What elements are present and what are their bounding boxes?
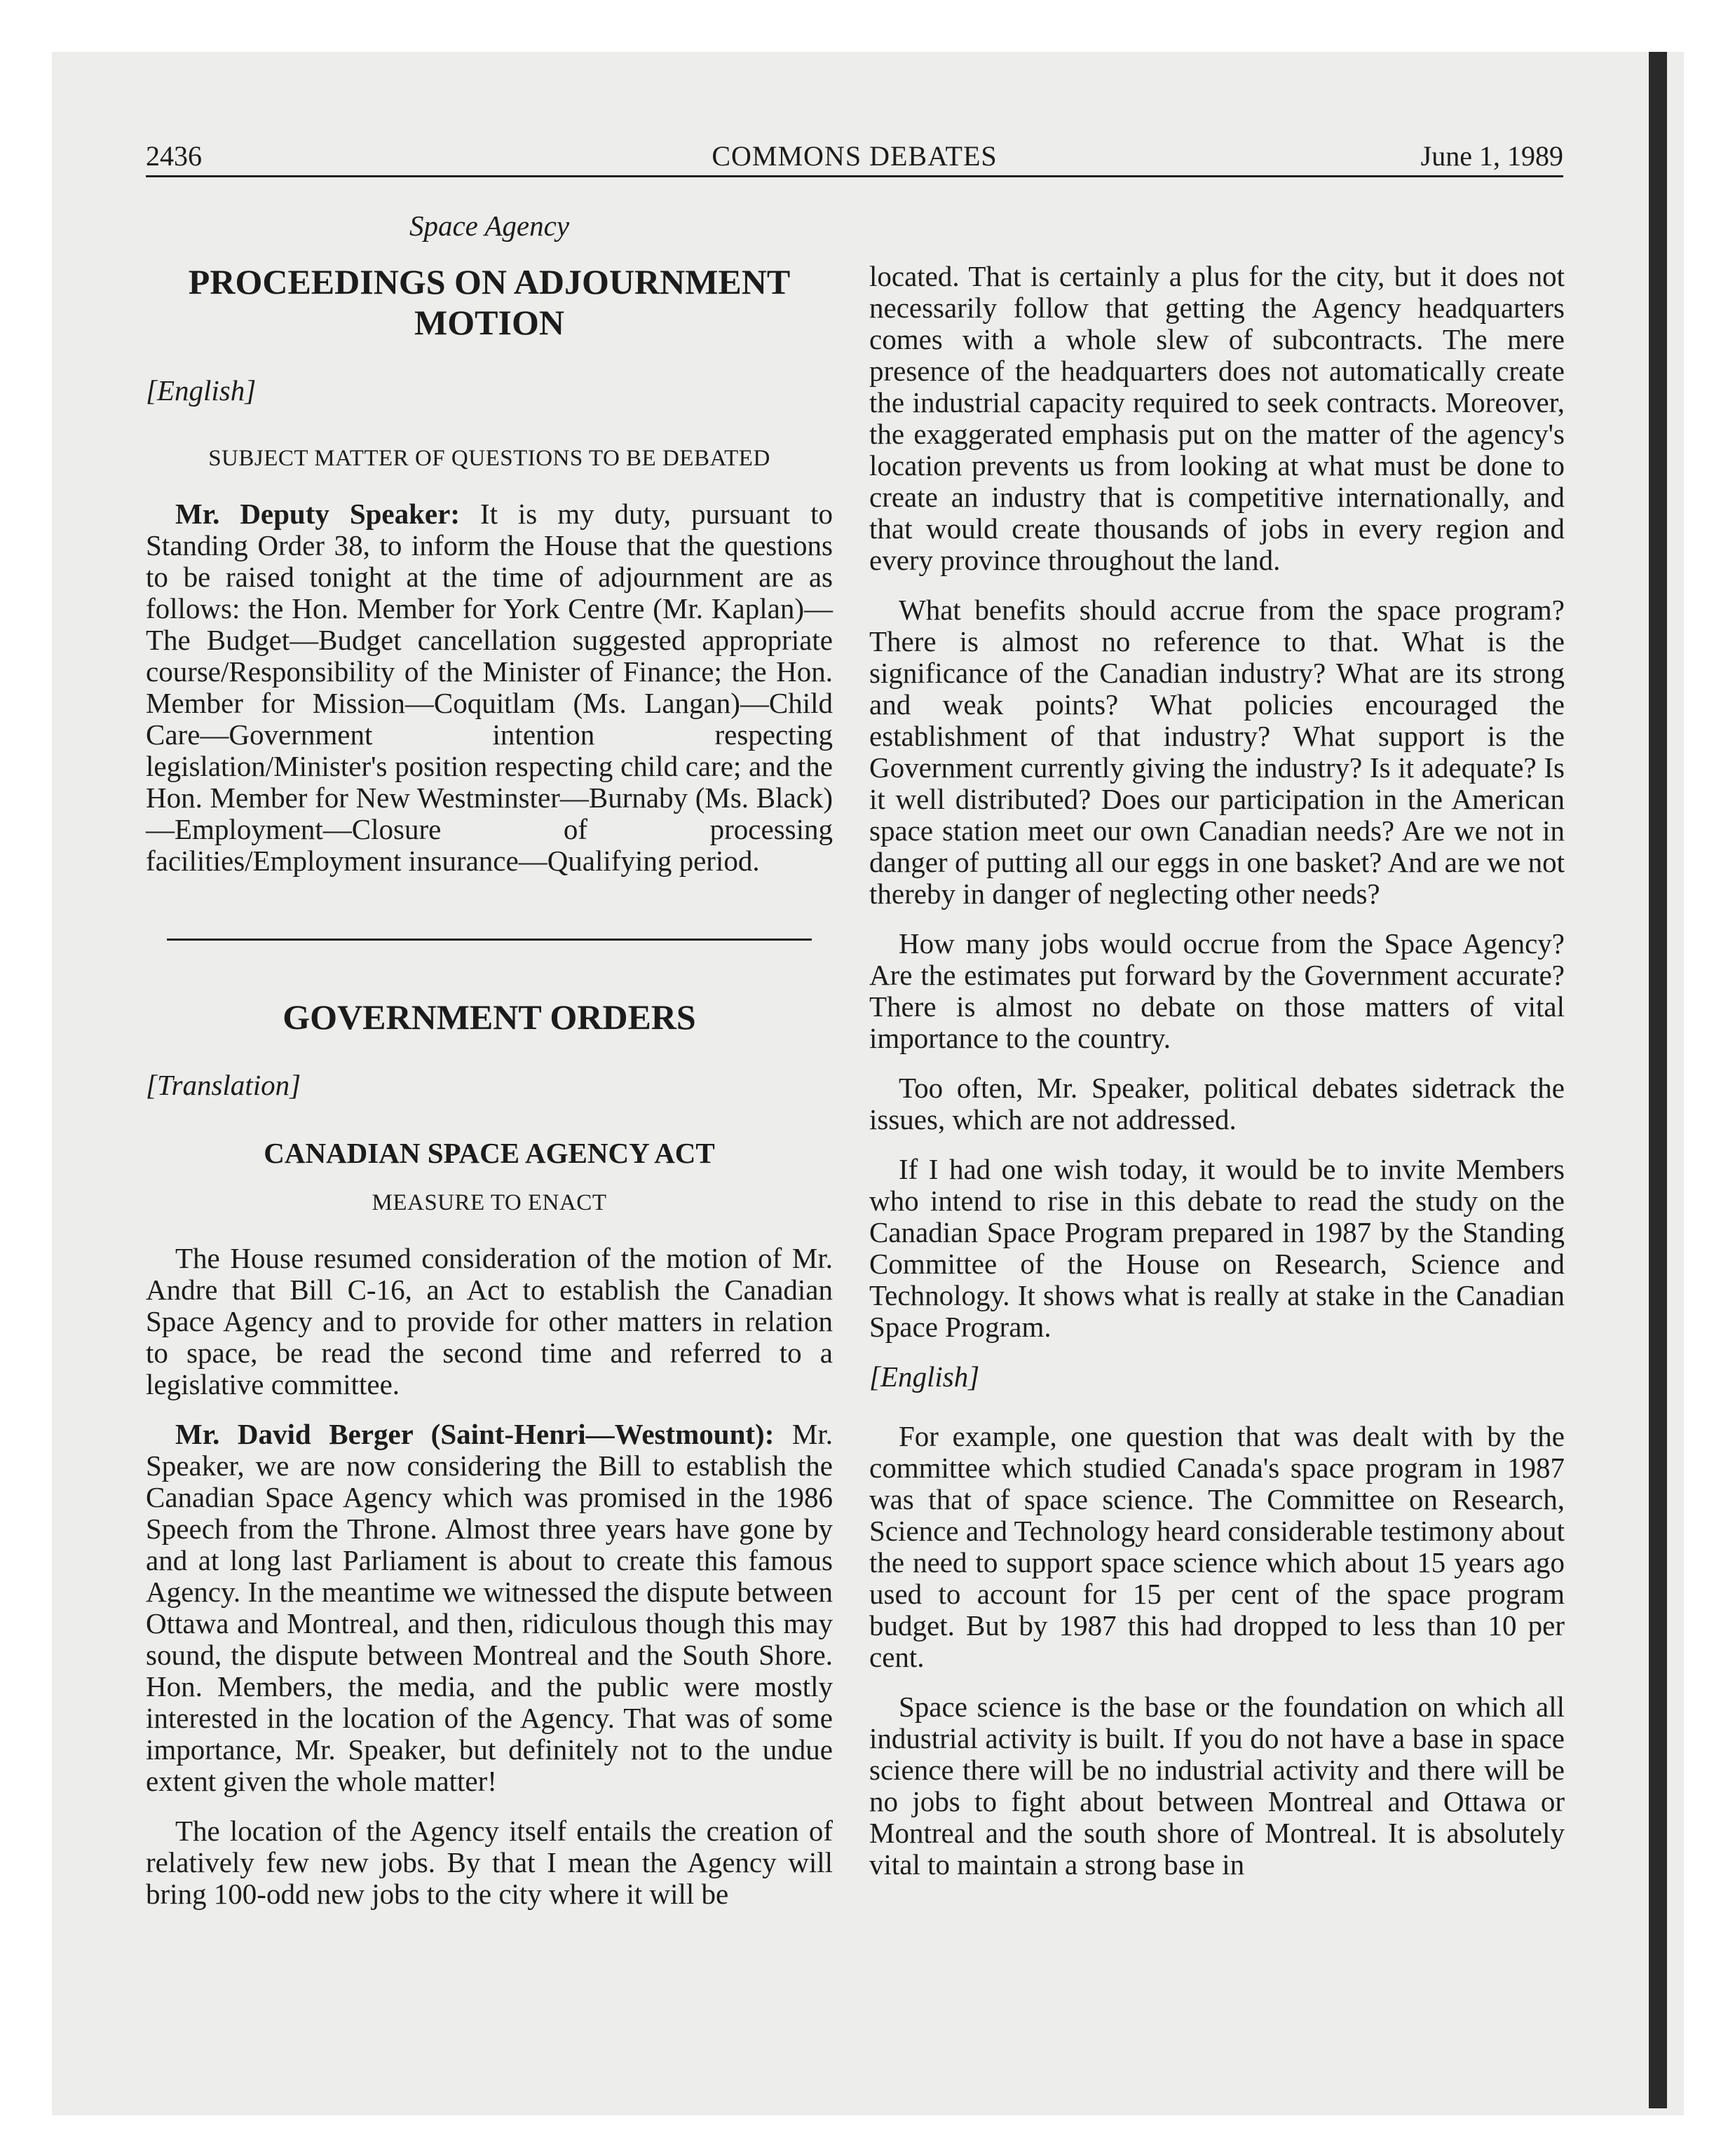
language-tag: [Translation] xyxy=(146,1069,301,1101)
page-number: 2436 xyxy=(146,140,202,172)
location-paragraph: The location of the Agency itself entails the creation of relatively few new jobs. By that I mean the Agency will bring 100-odd new jobs to the city where it will be xyxy=(146,1815,833,1910)
proceedings-heading: PROCEEDINGS ON ADJOURNMENT MOTION xyxy=(188,262,791,342)
paragraph-text: Mr. Speaker, we are now considering the Bill to establish the Canadian Space Agency which was promised in the 1986 Speech from the Throne. Almost three years have gone by and at long last Parliament is about to create this famous Agency. In the meantime we witnessed the dispute between Ottawa and Montreal, and then, ridiculous though this may sound, the dispute between Montreal and the South Shore. Hon. Members, the media, and the public were mostly interested in the location of the Agency. That was of some importance, Mr. Speaker, but definitely not to the undue extent given the whole matter! xyxy=(146,1418,833,1797)
jobs-paragraph: How many jobs would occrue from the Space Agency? Are the estimates put forward by the Government accurate? There is almost no debate on those matters of vital importance to the country. xyxy=(869,927,1565,1054)
speaker-name: Mr. Deputy Speaker: xyxy=(175,498,460,530)
running-title: COMMONS DEBATES xyxy=(712,140,998,172)
berger-paragraph xyxy=(146,1419,833,1797)
measure-heading: MEASURE TO ENACT xyxy=(372,1190,607,1215)
space-science-paragraph: Space science is the base or the foundation on which all industrial activity is built. If you do not have a base in space science there will be no industrial activity and there will be no jobs to fight about between Montreal and Ottawa or Montreal and the south shore of Montreal. It is absolutely vital to maintain a strong base in xyxy=(869,1691,1565,1881)
scan-edge-bar xyxy=(1649,52,1667,2108)
bill-heading: CANADIAN SPACE AGENCY ACT xyxy=(264,1137,715,1169)
right-column xyxy=(869,261,1565,1899)
language-tag: [English] xyxy=(869,1360,980,1393)
page-header xyxy=(146,137,1563,177)
example-paragraph: For example, one question that was dealt with by the committee which studied Canada's space program in 1987 was that of space science. The Committee on Research, Science and Technology heard considerable testimony about the need to support space science which about 15 years ago used to account for 15 per cent of the space program budget. But by 1987 this had dropped to less than 10 per cent. xyxy=(869,1420,1565,1673)
continued-paragraph: located. That is certainly a plus for the city, but it does not necessarily follow that getting the Agency headquarters comes with a whole slew of subcontracts. The mere presence of the headquarters does not automatically create the industrial capacity required to seek contracts. Moreover, the exaggerated emphasis put on the matter of the agency's location prevents us from looking at what must be done to create an industry that is competitive internationally, and that would create thousands of jobs in every region and every province throughout the land. xyxy=(869,260,1565,576)
left-column xyxy=(146,210,833,1928)
subject-heading: SUBJECT MATTER OF QUESTIONS TO BE DEBATED xyxy=(208,446,770,471)
section-label: Space Agency xyxy=(409,210,570,242)
header-date: June 1, 1989 xyxy=(1420,140,1563,172)
section-divider xyxy=(167,939,812,941)
paragraph-text: It is my duty, pursuant to Standing Order 38, to inform the House that the questions to be raised tonight at the time of adjournment are as follows: the Hon. Member for York Centre (Mr. Kaplan)—The Budget—Budget cancellation suggested appropriate course/Responsibility of the Minister of Finance; the Hon. Member for Mission—Coquitlam (Ms. Langan)—Child Care—Government intention respecting legislation/Minister's position respecting child care; and the Hon. Member for New Westminster—Burnaby (Ms. Black)—Employment—Closure of processing facilities/Employment insurance—Qualifying period. xyxy=(146,498,833,877)
government-orders-heading: GOVERNMENT ORDERS xyxy=(283,997,696,1037)
deputy-speaker-paragraph xyxy=(146,498,833,877)
speaker-name: Mr. David Berger (Saint-Henri—Westmount): xyxy=(175,1418,775,1450)
language-tag: [English] xyxy=(146,374,257,407)
motion-paragraph: The House resumed consideration of the motion of Mr. Andre that Bill C-16, an Act to establish the Canadian Space Agency and to provide for other matters in relation to space, be read the second time and referred to a legislative committee. xyxy=(146,1242,833,1400)
wish-paragraph: If I had one wish today, it would be to invite Members who intend to rise in this debate to read the study on the Canadian Space Program prepared in 1987 by the Standing Committee of the House on Research, Science and Technology. It shows what is really at stake in the Canadian Space Program. xyxy=(869,1153,1565,1343)
benefits-paragraph: What benefits should accrue from the space program? There is almost no reference to that. What is the significance of the Canadian industry? What are its strong and weak points? What policies encouraged the establishment of that industry? What support is the Government currently giving the industry? Is it adequate? Is it well distributed? Does our participation in the American space station meet our own Canadian needs? Are we not in danger of putting all our eggs in one basket? And are we not thereby in danger of neglecting other needs? xyxy=(869,594,1565,910)
debates-paragraph: Too often, Mr. Speaker, political debates sidetrack the issues, which are not addressed. xyxy=(869,1072,1565,1135)
